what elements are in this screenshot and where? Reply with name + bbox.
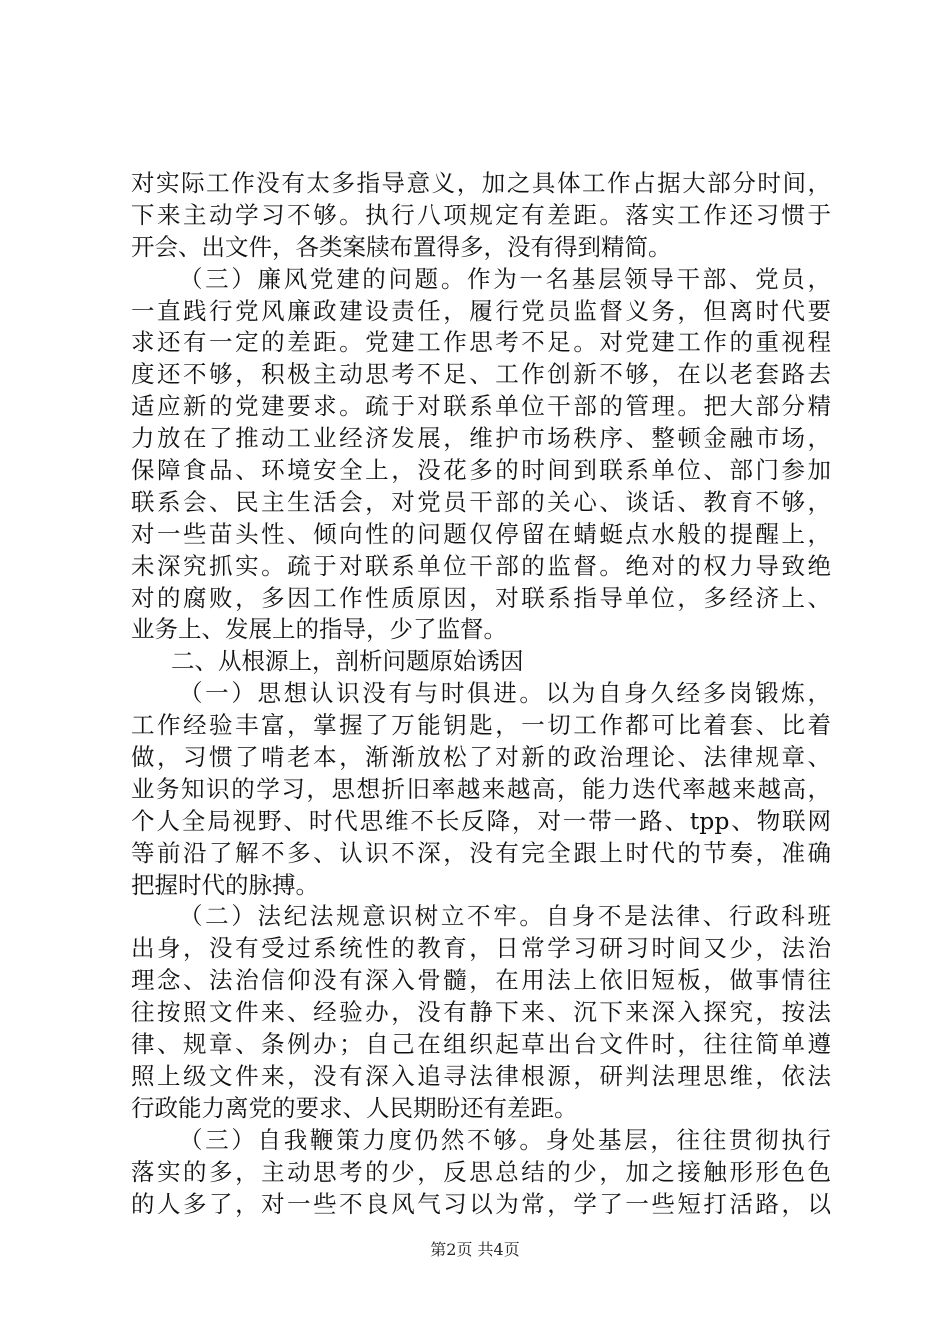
text-line: 理念、法治信仰没有深入骨髓，在用法上依旧短板，做事情往 [131,966,831,995]
text-line: 联系会、民主生活会，对党员干部的关心、谈话、教育不够， [131,487,831,516]
page-number-footer: 第2页 共4页 [430,1240,520,1259]
text-line: 落实的多，主动思考的少，反思总结的少，加之接触形形色色 [131,1157,831,1186]
text-line: 做，习惯了啃老本，渐渐放松了对新的政治理论、法律规章、 [131,743,831,772]
text-line: 对实际工作没有太多指导意义，加之具体工作占据大部分时间， [131,169,831,197]
text-line: 的人多了，对一些不良风气习以为常，学了一些短打活路，以 [131,1189,831,1218]
text-line: 个人全局视野、时代思维不长反降，对一带一路、tpp、物联网 [131,806,831,835]
text-line: 等前沿了解不多、认识不深，没有完全跟上时代的节奏，准确 [131,838,831,867]
section-heading-line: （二）法纪法规意识树立不牢。自身不是法律、行政科班 [179,902,831,931]
text-line: 律、规章、条例办；自己在组织起草出台文件时，往往简单遵 [131,1030,831,1059]
text-line: 业务知识的学习，思想折旧率越来越高，能力迭代率越来越高， [131,774,831,803]
chapter-heading-line: 二、从根源上，剖析问题原始诱因 [171,647,524,676]
text-line: 往按照文件来、经验办，没有静下来、沉下来深入探究，按法 [131,998,831,1027]
text-line: 力放在了推动工业经济发展，维护市场秩序、整顿金融市场， [131,424,831,453]
text-line: 度还不够，积极主动思考不足、工作创新不够，在以老套路去 [131,360,831,389]
text-line: 对的腐败，多因工作性质原因，对联系指导单位，多经济上、 [131,583,831,612]
text-line: 把握时代的脉搏。 [131,870,319,899]
text-line: 业务上、发展上的指导，少了监督。 [131,615,507,644]
text-line: 一直践行党风廉政建设责任，履行党员监督义务，但离时代要 [131,296,831,325]
text-line: 工作经验丰富，掌握了万能钥匙，一切工作都可比着套、比着 [131,711,831,740]
text-line: 求还有一定的差距。党建工作思考不足。对党建工作的重视程 [131,328,831,357]
text-line: 出身，没有受过系统性的教育，日常学习研习时间又少，法治 [131,934,831,963]
text-line: 保障食品、环境安全上，没花多的时间到联系单位、部门参加 [131,456,831,485]
text-line: 开会、出文件，各类案牍布置得多，没有得到精简。 [131,232,672,261]
document-body [131,168,831,1220]
section-heading-line: （三）自我鞭策力度仍然不够。身处基层，往往贯彻执行 [179,1125,831,1154]
text-line: 行政能力离党的要求、人民期盼还有差距。 [131,1093,578,1122]
section-heading-line: （三）廉风党建的问题。作为一名基层领导干部、党员， [179,264,831,293]
text-line: 未深究抓实。疏于对联系单位干部的监督。绝对的权力导致绝 [131,551,831,580]
text-line: 适应新的党建要求。疏于对联系单位干部的管理。把大部分精 [131,392,831,421]
text-line: 下来主动学习不够。执行八项规定有差距。落实工作还习惯于 [131,200,831,229]
section-heading-line: （一）思想认识没有与时俱进。以为自身久经多岗锻炼， [179,679,831,708]
text-line: 对一些苗头性、倾向性的问题仅停留在蜻蜓点水般的提醒上， [131,519,831,548]
text-line: 照上级文件来，没有深入追寻法律根源，研判法理思维，依法 [131,1061,831,1090]
